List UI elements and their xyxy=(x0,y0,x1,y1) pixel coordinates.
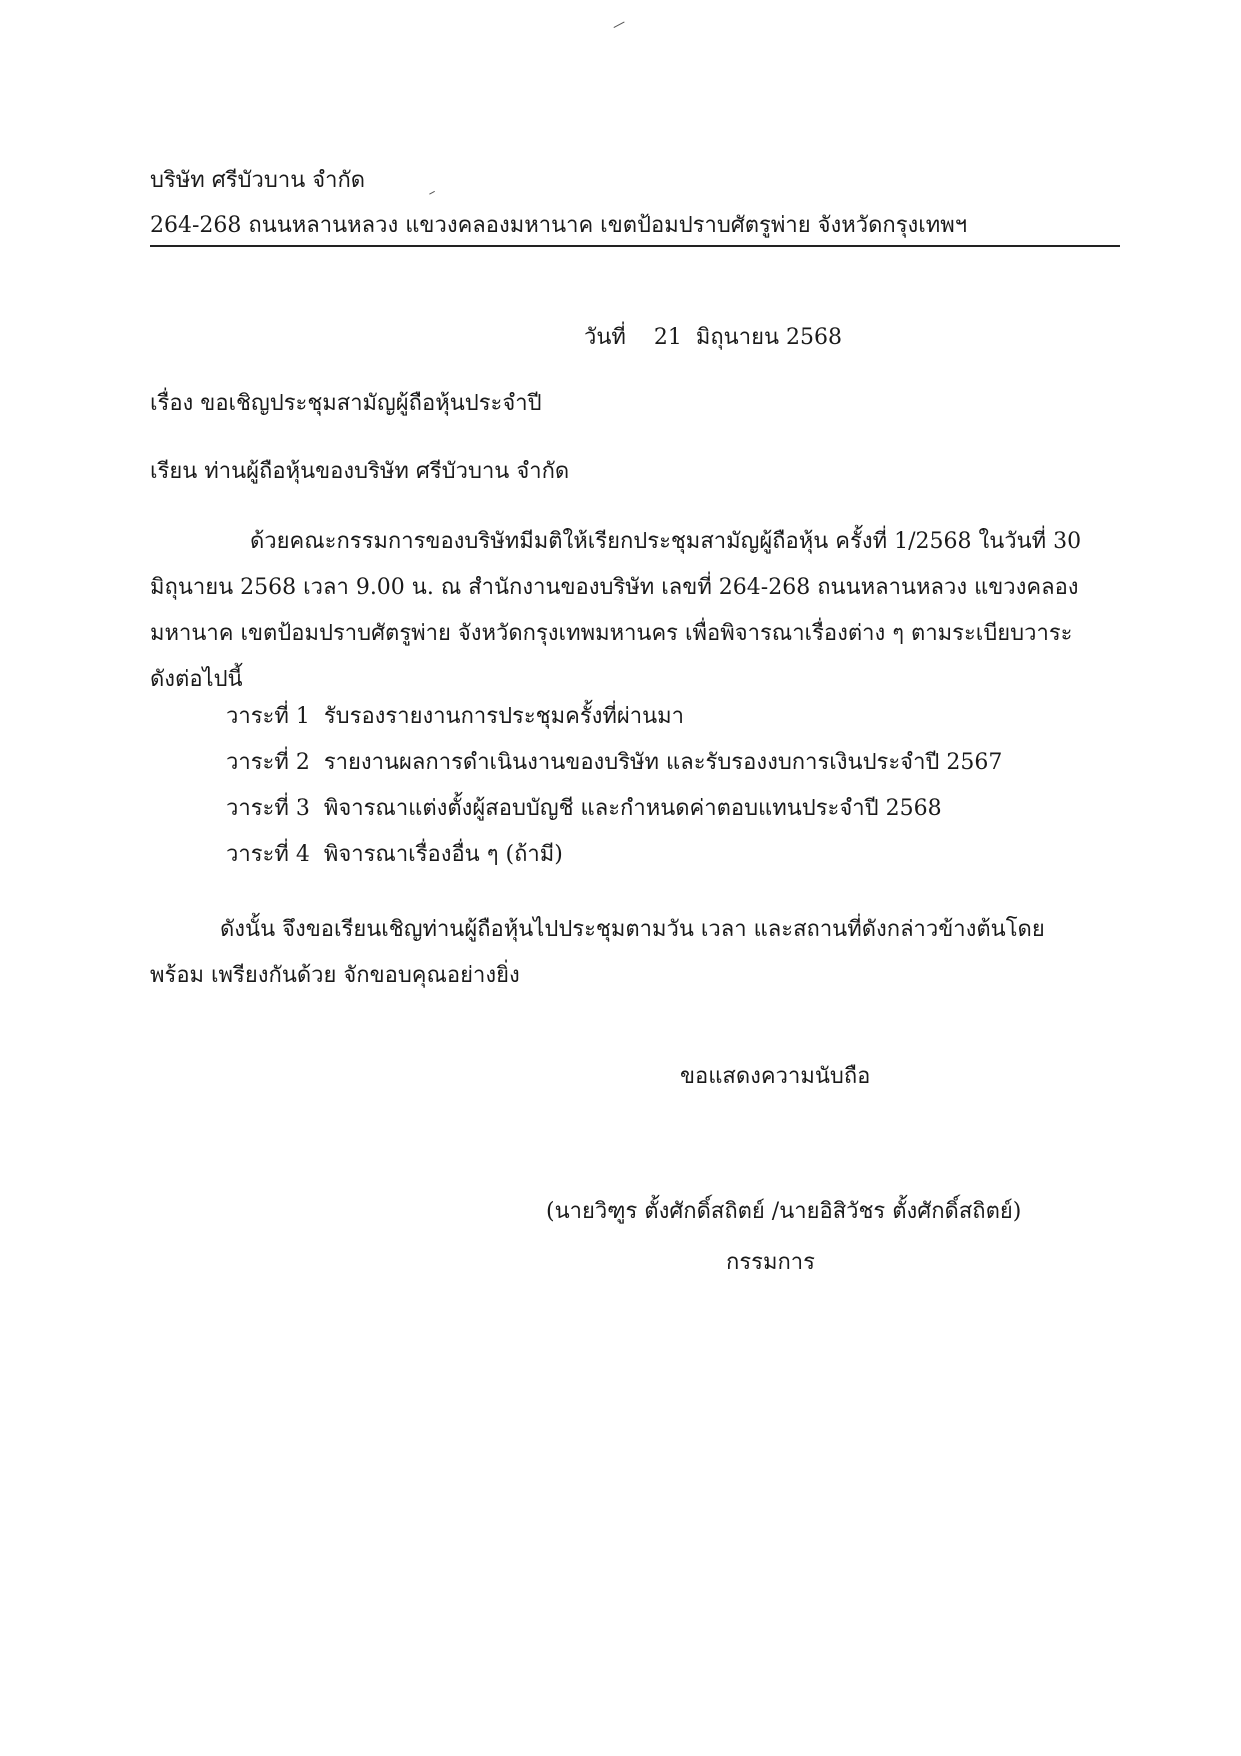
agenda-number: วาระที่ 4 xyxy=(226,842,310,867)
agenda-text: รับรองรายงานการประชุมครั้งที่ผ่านมา xyxy=(323,704,685,729)
company-name: บริษัท ศรีบัวบาน จำกัด xyxy=(150,168,366,193)
agenda-text: พิจารณาแต่งตั้งผู้สอบบัญชี และกำหนดค่าตอบแทนประจำปี 2568 xyxy=(323,796,942,821)
body-paragraph: ด้วยคณะกรรมการของบริษัทมีมติให้เรียกประชุมสามัญผู้ถือหุ้น ครั้งที่ 1/2568 ในวันที่ 30 มิถุนายน 2568 เวลา 9.00 น. ณ สำนักงานของบริษัท เลขที่ 264-268 ถนนหลานหลวง แขวงคลอง มหานาค เขตป้อมปราบศัตรูพ่าย จังหวัดกรุงเทพมหานคร เพื่อพิจารณาเรื่องต่าง ๆ ตามระเบียบวาระ ดังต่อไปนี้ xyxy=(150,529,1082,692)
signatories: (นายวิฑูร ตั้งศักดิ์สถิตย์ /นายอิสิวัชร ตั้งศักดิ์สถิตย์) xyxy=(546,1199,1022,1224)
agenda-number: วาระที่ 2 xyxy=(226,750,310,775)
signatory-position: กรรมการ xyxy=(726,1250,815,1275)
scan-mark xyxy=(429,191,437,198)
company-address: 264-268 ถนนหลานหลวง แขวงคลองมหานาค เขตป้อมปราบศัตรูพ่าย จังหวัดกรุงเทพฯ xyxy=(150,213,968,238)
salutation: ขอแสดงความนับถือ xyxy=(680,1064,871,1089)
letter-recipient: เรียน ท่านผู้ถือหุ้นของบริษัท ศรีบัวบาน จำกัด xyxy=(150,459,570,484)
letter-date: วันที่ 21 มิถุนายน 2568 xyxy=(584,325,842,350)
agenda-item xyxy=(226,844,563,866)
agenda-text: พิจารณาเรื่องอื่น ๆ (ถ้ามี) xyxy=(323,842,563,867)
agenda-number: วาระที่ 3 xyxy=(226,796,310,821)
letterhead-divider xyxy=(150,245,1120,247)
agenda-item xyxy=(226,752,1002,774)
scan-mark xyxy=(614,21,627,31)
letter-subject: เรื่อง ขอเชิญประชุมสามัญผู้ถือหุ้นประจำปี xyxy=(150,391,542,416)
agenda-text: รายงานผลการดำเนินงานของบริษัท และรับรองงบการเงินประจำปี 2567 xyxy=(323,750,1003,775)
closing-paragraph: ดังนั้น จึงขอเรียนเชิญท่านผู้ถือหุ้นไปประชุมตามวัน เวลา และสถานที่ดังกล่าวข้างต้นโดยพร้อม เพรียงกันด้วย จักขอบคุณอย่างยิ่ง xyxy=(150,917,1045,988)
agenda-number: วาระที่ 1 xyxy=(226,704,310,729)
agenda-item xyxy=(226,706,684,728)
agenda-item xyxy=(226,798,942,820)
